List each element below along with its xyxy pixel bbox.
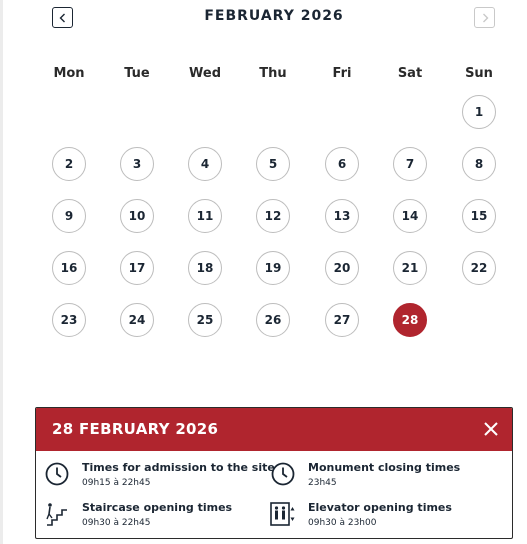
- panel-header: [36, 408, 512, 451]
- day-18[interactable]: 18: [188, 251, 222, 285]
- admission-label: Times for admission to the site: [82, 461, 275, 474]
- day-22[interactable]: 22: [462, 251, 496, 285]
- day-3[interactable]: 3: [120, 147, 154, 181]
- day-21[interactable]: 21: [393, 251, 427, 285]
- day-details-panel: [35, 407, 513, 539]
- day-8[interactable]: 8: [462, 147, 496, 181]
- weekday-thu: Thu: [259, 66, 287, 81]
- day-7[interactable]: 7: [393, 147, 427, 181]
- day-25[interactable]: 25: [188, 303, 222, 337]
- clock-icon: [270, 461, 296, 487]
- day-26[interactable]: 26: [256, 303, 290, 337]
- day-24[interactable]: 24: [120, 303, 154, 337]
- day-12[interactable]: 12: [256, 199, 290, 233]
- day-28-selected[interactable]: 28: [393, 303, 427, 337]
- day-23[interactable]: 23: [52, 303, 86, 337]
- weekday-sun: Sun: [465, 66, 493, 81]
- staircase-value: 09h30 à 22h45: [82, 518, 151, 528]
- weekday-wed: Wed: [189, 66, 221, 81]
- elevator-value: 09h30 à 23h00: [308, 518, 377, 528]
- day-20[interactable]: 20: [325, 251, 359, 285]
- day-17[interactable]: 17: [120, 251, 154, 285]
- weekday-sat: Sat: [397, 66, 423, 81]
- day-15[interactable]: 15: [462, 199, 496, 233]
- close-icon[interactable]: [482, 420, 500, 438]
- weekday-tue: Tue: [124, 66, 150, 81]
- day-11[interactable]: 11: [188, 199, 222, 233]
- weekday-mon: Mon: [53, 66, 85, 81]
- day-16[interactable]: 16: [52, 251, 86, 285]
- day-6[interactable]: 6: [325, 147, 359, 181]
- elevator-icon: [270, 501, 296, 527]
- day-14[interactable]: 14: [393, 199, 427, 233]
- day-4[interactable]: 4: [188, 147, 222, 181]
- panel-title: 28 FEBRUARY 2026: [52, 420, 219, 438]
- day-27[interactable]: 27: [325, 303, 359, 337]
- admission-value: 09h15 à 22h45: [82, 478, 151, 488]
- day-10[interactable]: 10: [120, 199, 154, 233]
- day-9[interactable]: 9: [52, 199, 86, 233]
- staircase-icon: [44, 501, 70, 527]
- day-5[interactable]: 5: [256, 147, 290, 181]
- closing-label: Monument closing times: [308, 461, 461, 474]
- day-2[interactable]: 2: [52, 147, 86, 181]
- month-title: FEBRUARY 2026: [204, 8, 344, 24]
- day-13[interactable]: 13: [325, 199, 359, 233]
- elevator-label: Elevator opening times: [308, 501, 452, 514]
- staircase-label: Staircase opening times: [82, 501, 233, 514]
- day-19[interactable]: 19: [256, 251, 290, 285]
- clock-icon: [44, 461, 70, 487]
- day-1[interactable]: 1: [462, 95, 496, 129]
- weekday-fri: Fri: [332, 66, 352, 81]
- closing-value: 23h45: [308, 478, 337, 488]
